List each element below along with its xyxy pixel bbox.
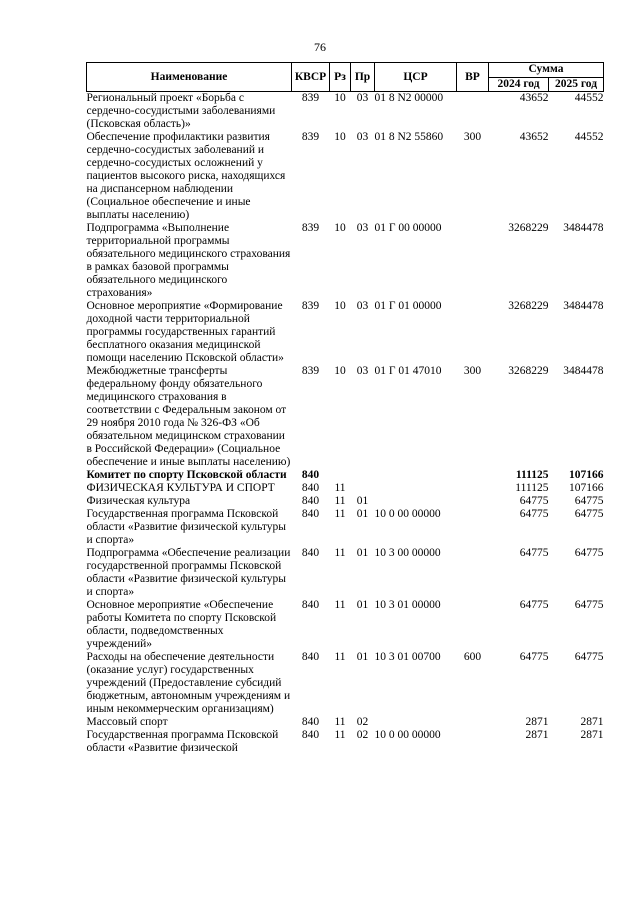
cell-pr: 03 [356, 300, 369, 312]
cell-2025: 3484478 [563, 300, 604, 312]
cell-kvsr: 840 [301, 469, 320, 481]
cell-csr [375, 482, 457, 495]
cell-kvsr: 840 [301, 599, 320, 611]
cell-rz: 11 [334, 482, 346, 494]
cell-kvsr: 840 [301, 482, 320, 494]
table-row [87, 651, 604, 716]
cell-kvsr: 839 [301, 300, 320, 312]
cell-name: Межбюджетные трансферты федеральному фонду обязательного медицинского страхования в соответствии с Федеральным законом от 29 ноября 2010 года № 326-ФЗ «Об обязательном медицинском страховании в Российской Федерации» (Социальное обеспечение и иные выплаты населению) [86, 365, 291, 468]
cell-2024: 43652 [519, 131, 549, 143]
cell-csr: 01 8 N2 55860 [374, 131, 444, 143]
table-row [87, 495, 604, 508]
cell-csr: 01 Г 00 00000 [374, 222, 442, 234]
cell-kvsr: 839 [301, 92, 320, 104]
cell-vr [457, 92, 489, 132]
cell-rz [330, 469, 351, 482]
cell-name: Региональный проект «Борьба с сердечно-сосудистыми заболеваниями (Псковская область)» [86, 92, 276, 130]
cell-2024: 3268229 [508, 222, 549, 234]
cell-2024: 3268229 [508, 365, 549, 377]
cell-vr [457, 222, 489, 300]
table-row [87, 599, 604, 651]
cell-kvsr: 840 [301, 729, 320, 741]
cell-kvsr: 839 [301, 131, 320, 143]
cell-2025: 3484478 [563, 365, 604, 377]
table-row [87, 365, 604, 469]
cell-pr: 02 [356, 729, 369, 741]
cell-csr [375, 469, 457, 482]
cell-csr: 10 3 01 00000 [374, 599, 441, 611]
cell-name: Государственная программа Псковской области «Развитие физической [86, 729, 279, 754]
cell-vr [457, 482, 489, 495]
cell-pr [351, 482, 375, 495]
cell-csr [375, 716, 457, 729]
cell-pr: 03 [356, 131, 369, 143]
cell-rz: 10 [334, 365, 346, 377]
page-number: 76 [314, 40, 326, 54]
cell-2025: 107166 [569, 469, 604, 481]
cell-2024: 64775 [519, 508, 549, 520]
cell-2025: 64775 [574, 651, 604, 663]
header-csr: ЦСР [375, 63, 457, 92]
cell-kvsr: 840 [301, 651, 320, 663]
table-row [87, 92, 604, 132]
cell-name: Основное мероприятие «Формирование доходной части территориальной программы государственных гарантий бесплатного оказания медицинской помощи населению Псковской области» [86, 300, 284, 364]
cell-kvsr: 840 [301, 508, 320, 520]
cell-2024: 2871 [525, 729, 549, 741]
cell-pr: 03 [356, 92, 369, 104]
cell-pr: 01 [356, 508, 369, 520]
table-row [87, 547, 604, 599]
table-row [87, 222, 604, 300]
cell-2024: 43652 [519, 92, 549, 104]
cell-rz: 11 [334, 599, 346, 611]
cell-pr: 03 [356, 222, 369, 234]
header-year-2024: 2024 год [489, 77, 549, 92]
header-vr: ВР [457, 63, 489, 92]
cell-2025: 44552 [574, 92, 604, 104]
header-rz: Рз [330, 63, 351, 92]
cell-name: Физическая культура [86, 495, 191, 507]
cell-rz: 10 [334, 92, 346, 104]
cell-vr [457, 599, 489, 651]
cell-csr: 10 0 00 00000 [374, 729, 441, 741]
cell-vr: 300 [463, 365, 482, 377]
cell-rz: 10 [334, 131, 346, 143]
cell-rz: 10 [334, 300, 346, 312]
cell-name: Обеспечение профилактики развития сердечно-сосудистых заболеваний и сердечно-сосудистых осложнений у пациентов высокого риска, находящихся на диспансерном наблюдении (Социальное обеспечение и иные выплаты населению) [86, 131, 286, 221]
cell-2025: 44552 [574, 131, 604, 143]
cell-2024: 64775 [519, 651, 549, 663]
cell-name: Основное мероприятие «Обеспечение работы Комитета по спорту Псковской области, подведомственных учреждений» [86, 599, 277, 650]
cell-rz: 10 [334, 222, 346, 234]
header-year-2025: 2025 год [549, 77, 604, 92]
cell-rz: 11 [334, 651, 346, 663]
cell-kvsr: 839 [301, 222, 320, 234]
cell-csr: 10 3 01 00700 [374, 651, 441, 663]
cell-2025: 3484478 [563, 222, 604, 234]
header-kvsr: КВСР [292, 63, 330, 92]
cell-name: Расходы на обеспечение деятельности (оказание услуг) государственных учреждений (Предоставление субсидий бюджетным, автономным учреждениям и иным некоммерческим организациям) [86, 651, 291, 715]
cell-csr [375, 495, 457, 508]
cell-name: Массовый спорт [86, 716, 168, 728]
cell-kvsr: 840 [301, 495, 320, 507]
cell-2024: 111125 [515, 482, 549, 494]
cell-rz: 11 [334, 508, 346, 520]
cell-vr [457, 729, 489, 755]
cell-name: Государственная программа Псковской области «Развитие физической культуры и спорта» [86, 508, 287, 546]
cell-vr [457, 469, 489, 482]
header-name: Наименование [87, 63, 292, 92]
cell-kvsr: 840 [301, 716, 320, 728]
cell-name: Подпрограмма «Выполнение территориальной программы обязательного медицинского страхования в рамках базовой программы обязательного медицинского страхования» [86, 222, 291, 299]
cell-kvsr: 839 [301, 365, 320, 377]
cell-2025: 64775 [574, 495, 604, 507]
header-pr: Пр [351, 63, 375, 92]
cell-2024: 64775 [519, 547, 549, 559]
cell-pr: 01 [356, 651, 369, 663]
cell-2024: 111125 [515, 469, 549, 481]
table-row [87, 508, 604, 547]
table-row [87, 469, 604, 482]
table-row [87, 716, 604, 729]
cell-2025: 2871 [580, 729, 604, 741]
cell-rz: 11 [334, 716, 346, 728]
cell-pr: 01 [356, 599, 369, 611]
cell-csr: 01 Г 01 47010 [374, 365, 442, 377]
cell-vr: 600 [463, 651, 482, 663]
table-row [87, 729, 604, 755]
cell-csr: 01 8 N2 00000 [374, 92, 444, 104]
table-row [87, 300, 604, 365]
cell-kvsr: 840 [301, 547, 320, 559]
cell-csr: 10 3 00 00000 [374, 547, 441, 559]
table-row [87, 131, 604, 222]
cell-vr [457, 495, 489, 508]
cell-pr: 01 [356, 495, 369, 507]
cell-2025: 107166 [569, 482, 604, 494]
cell-vr [457, 508, 489, 547]
cell-name: Подпрограмма «Обеспечение реализации государственной программы Псковской области «Развитие физической культуры и спорта» [86, 547, 291, 598]
cell-2024: 64775 [519, 599, 549, 611]
cell-pr [351, 469, 375, 482]
cell-rz: 11 [334, 547, 346, 559]
cell-2024: 3268229 [508, 300, 549, 312]
table-row [87, 482, 604, 495]
cell-2025: 64775 [574, 508, 604, 520]
cell-csr: 01 Г 01 00000 [374, 300, 442, 312]
cell-pr: 02 [356, 716, 369, 728]
cell-name: ФИЗИЧЕСКАЯ КУЛЬТУРА И СПОРТ [86, 482, 275, 494]
budget-table [86, 62, 604, 755]
cell-vr [457, 716, 489, 729]
cell-rz: 11 [334, 495, 346, 507]
cell-2024: 2871 [525, 716, 549, 728]
cell-2024: 64775 [519, 495, 549, 507]
cell-vr [457, 547, 489, 599]
cell-rz: 11 [334, 729, 346, 741]
table-body [87, 92, 604, 756]
cell-2025: 2871 [580, 716, 604, 728]
cell-pr: 01 [356, 547, 369, 559]
cell-name: Комитет по спорту Псковской области [86, 469, 287, 481]
header-sum: Сумма [489, 63, 604, 78]
cell-2025: 64775 [574, 599, 604, 611]
cell-vr [457, 300, 489, 365]
cell-vr: 300 [463, 131, 482, 143]
cell-pr: 03 [356, 365, 369, 377]
cell-csr: 10 0 00 00000 [374, 508, 441, 520]
cell-2025: 64775 [574, 547, 604, 559]
